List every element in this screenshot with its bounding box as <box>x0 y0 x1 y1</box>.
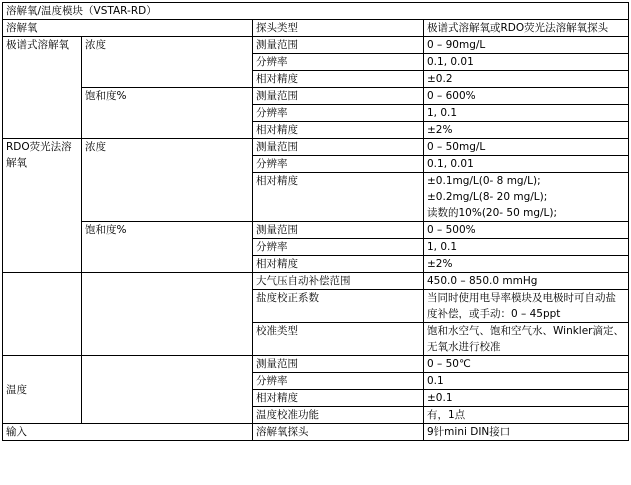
param-label: 相对精度 <box>253 390 424 407</box>
param-value: ±2% <box>424 122 629 139</box>
table-row <box>3 88 629 105</box>
param-value: 有，1点 <box>424 407 629 424</box>
param-label: 盐度校正系数 <box>253 290 424 323</box>
param-value: ±0.1 <box>424 390 629 407</box>
table-row <box>3 3 629 20</box>
table-row <box>3 139 629 156</box>
table-row <box>3 20 629 37</box>
section-label: 极谱式溶解氧 <box>3 37 82 139</box>
table-row <box>3 222 629 239</box>
param-value: 0 – 90mg/L <box>424 37 629 54</box>
param-value: ±0.1mg/L(0- 8 mg/L); ±0.2mg/L(8- 20 mg/L); 读数的10%(20- 50 mg/L); <box>424 173 629 222</box>
param-value: 0 – 500% <box>424 222 629 239</box>
param-label: 测量范围 <box>253 356 424 373</box>
param-label: 测量范围 <box>253 37 424 54</box>
param-value: 450.0 – 850.0 mmHg <box>424 273 629 290</box>
param-value: ±0.2 <box>424 71 629 88</box>
param-label: 分辨率 <box>253 373 424 390</box>
section-label: 输入 <box>3 424 253 441</box>
sub-label: 饱和度% <box>82 222 253 273</box>
table-row <box>3 37 629 54</box>
param-value: 1, 0.1 <box>424 239 629 256</box>
table-title: 溶解氧/温度模块（VSTAR-RD） <box>3 3 629 20</box>
table-row <box>3 356 629 373</box>
param-label: 测量范围 <box>253 88 424 105</box>
param-label: 溶解氧探头 <box>253 424 424 441</box>
empty-cell <box>82 273 253 356</box>
sub-label: 饱和度% <box>82 88 253 139</box>
param-label: 温度校准功能 <box>253 407 424 424</box>
sub-label: 浓度 <box>82 37 253 88</box>
table-row <box>3 273 629 290</box>
section-label: 温度 <box>3 356 82 424</box>
param-label: 分辨率 <box>253 54 424 71</box>
param-value: 饱和水空气、饱和空气水、Winkler滴定、无氧水进行校准 <box>424 323 629 356</box>
spec-table <box>2 2 629 441</box>
empty-cell <box>3 273 82 356</box>
section-label: RDO荧光法溶解氧 <box>3 139 82 273</box>
param-label: 相对精度 <box>253 173 424 222</box>
param-label: 大气压自动补偿范围 <box>253 273 424 290</box>
param-value: 0 – 50℃ <box>424 356 629 373</box>
table-row <box>3 424 629 441</box>
param-label: 分辨率 <box>253 239 424 256</box>
param-value: 0 – 600% <box>424 88 629 105</box>
empty-cell <box>82 356 253 424</box>
param-label: 相对精度 <box>253 256 424 273</box>
param-label: 分辨率 <box>253 156 424 173</box>
param-value: 1, 0.1 <box>424 105 629 122</box>
param-label: 探头类型 <box>253 20 424 37</box>
section-label: 溶解氧 <box>3 20 253 37</box>
sub-label: 浓度 <box>82 139 253 222</box>
param-label: 校准类型 <box>253 323 424 356</box>
param-label: 相对精度 <box>253 71 424 88</box>
param-value: 极谱式溶解氧或RDO荧光法溶解氧探头 <box>424 20 629 37</box>
param-label: 测量范围 <box>253 139 424 156</box>
param-value: 0.1, 0.01 <box>424 54 629 71</box>
param-label: 相对精度 <box>253 122 424 139</box>
param-value: 0.1 <box>424 373 629 390</box>
param-value: 当同时使用电导率模块及电极时可自动盐度补偿，或手动：0 – 45ppt <box>424 290 629 323</box>
param-label: 分辨率 <box>253 105 424 122</box>
param-label: 测量范围 <box>253 222 424 239</box>
param-value: 0 – 50mg/L <box>424 139 629 156</box>
param-value: 9针mini DIN接口 <box>424 424 629 441</box>
param-value: ±2% <box>424 256 629 273</box>
param-value: 0.1, 0.01 <box>424 156 629 173</box>
